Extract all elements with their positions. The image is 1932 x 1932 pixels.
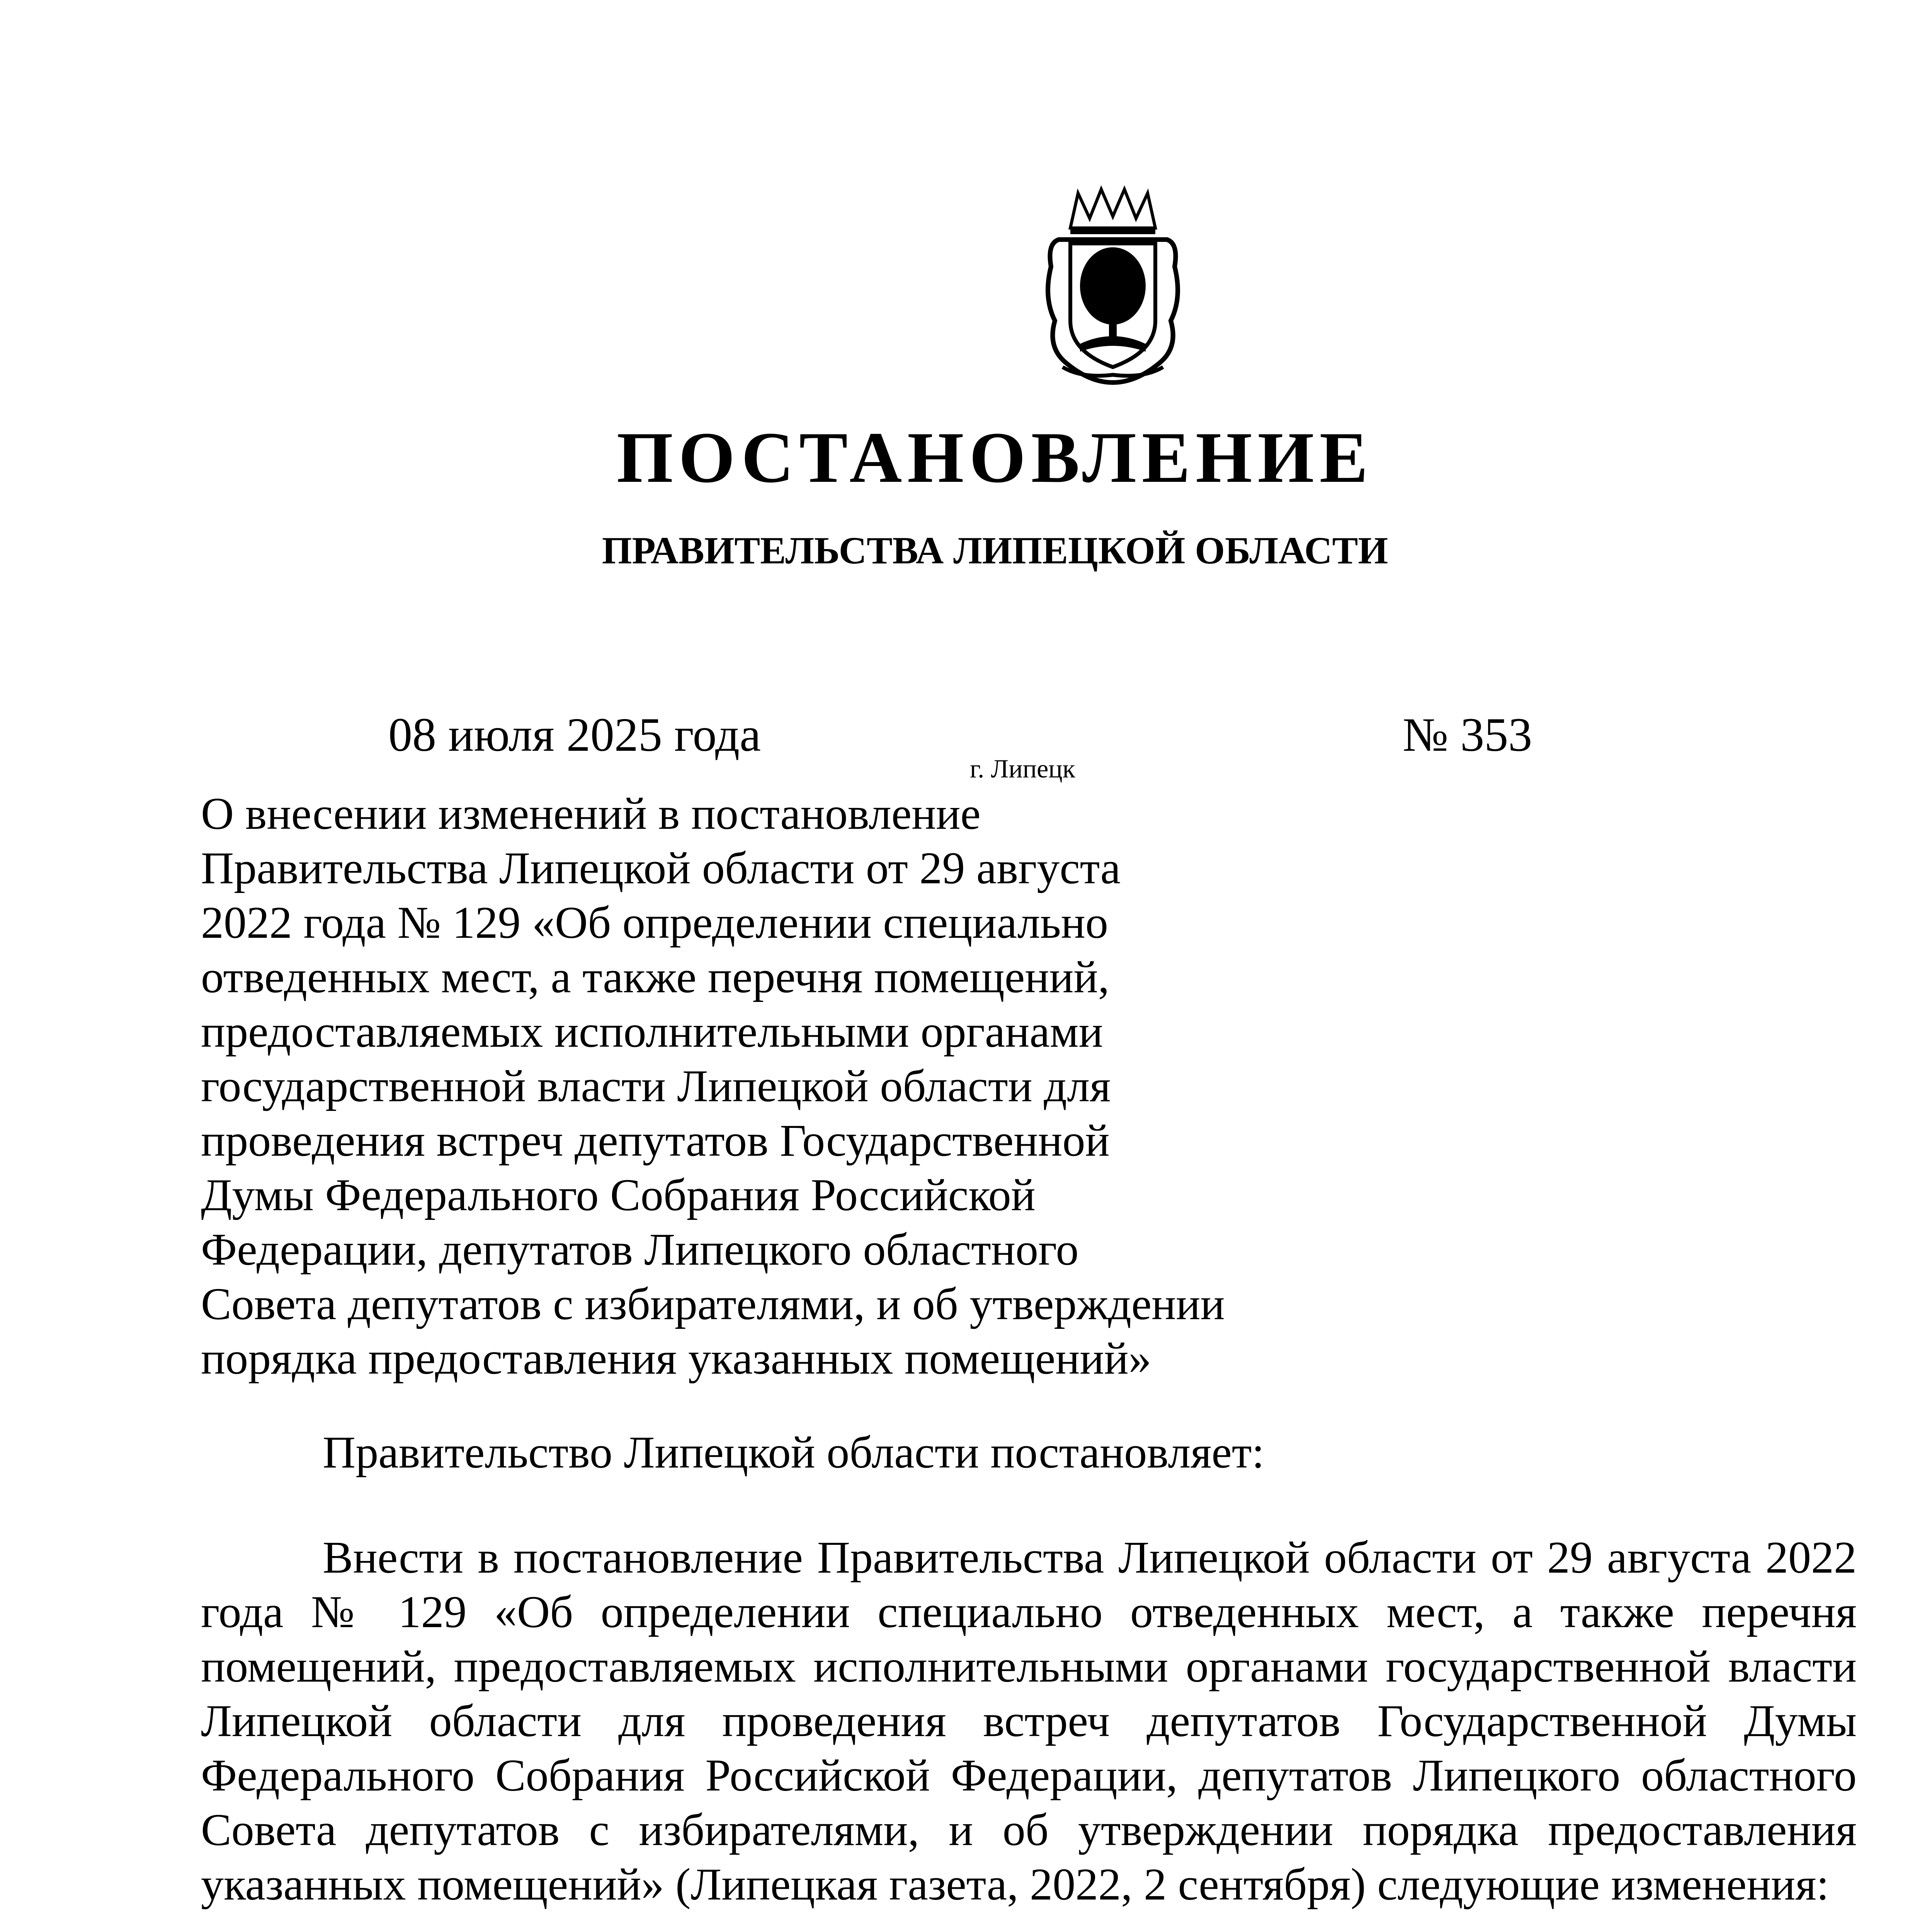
- scan-top-edge: [0, 0, 1932, 23]
- document-city: г. Липецк: [970, 754, 1075, 783]
- document-number: № 353: [1403, 708, 1532, 761]
- document-subtitle: ПРАВИТЕЛЬСТВА ЛИПЕЦКОЙ ОБЛАСТИ: [602, 529, 1388, 572]
- document-date: 08 июля 2025 года: [388, 708, 761, 761]
- document-title: ПОСТАНОВЛЕНИЕ: [616, 417, 1374, 498]
- document-subject: О внесении изменений в постановление Правительства Липецкой области от 29 августа 2022 года № 129 «Об определении специально отведенных мест, а также перечня помещений, предоставляемых исполнительными органами государственной власти Липецкой области для проведения встреч депутатов Государственной Думы Федерального Собрания Российской Федерации, депутатов Липецкого областного Совета депутатов с избирателями, и об утверждении порядка предоставления указанных помещений»: [201, 788, 1225, 1384]
- resolution-intro: Правительство Липецкой области постановляет:: [323, 1427, 1265, 1478]
- resolution-body: Внести в постановление Правительства Липецкой области от 29 августа 2022 года № 129 «Об определении специально отведенных мест, а также перечня помещений, предоставляемых исполнительными органами государственной власти Липецкой области для проведения встреч депутатов Государственной Думы Федерального Собрания Российской Федерации, депутатов Липецкого областного Совета депутатов с избирателями, и об утверждении порядка предоставления указанных помещений» (Липецкая газета, 2022, 2 сентября) следующие изменения:: [201, 1532, 1857, 1910]
- lipetsk-coat-of-arms-icon: [1043, 182, 1182, 390]
- crown-icon: [1070, 189, 1155, 232]
